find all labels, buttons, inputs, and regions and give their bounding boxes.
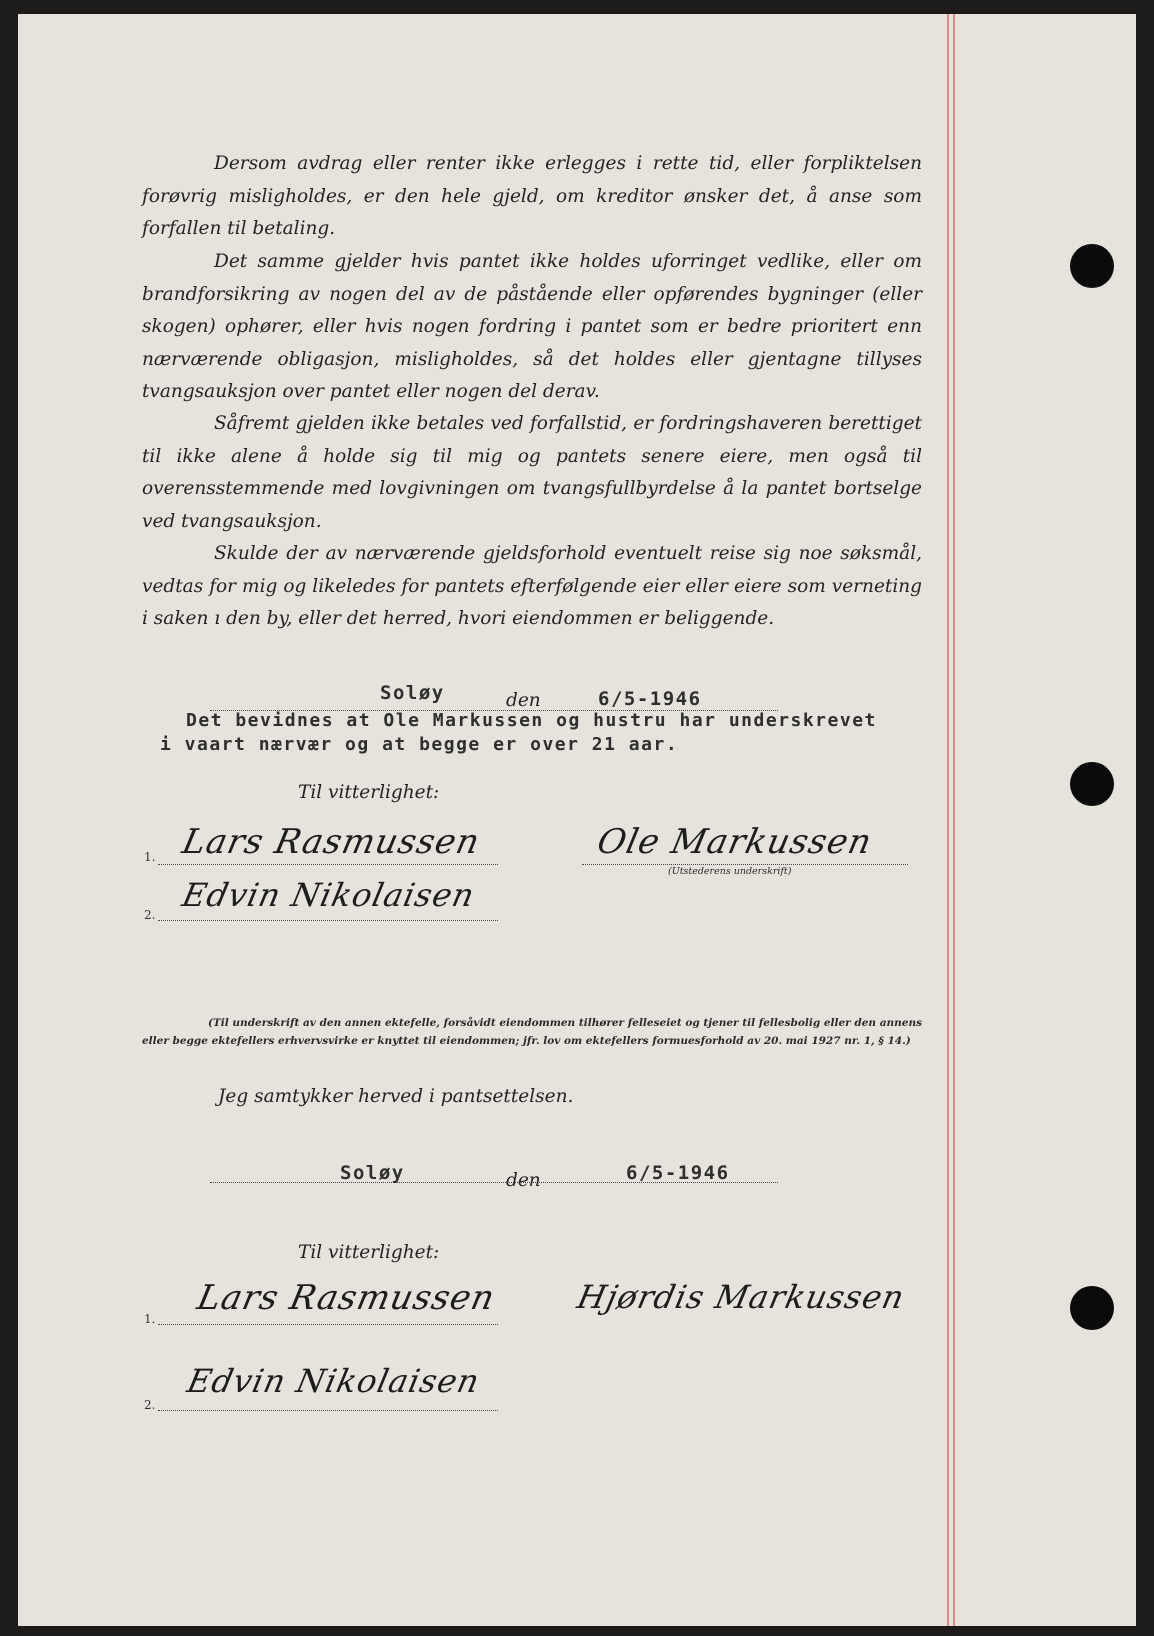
- witness-1-signature: Lars Rasmussen: [178, 822, 484, 862]
- signature-line: [158, 1410, 498, 1411]
- punch-hole: [1070, 1286, 1114, 1330]
- typed-note-line-1: Det bevidnes at Ole Markussen og hustru har underskrevet: [186, 710, 877, 731]
- date-second: 6/5-1946: [626, 1162, 730, 1184]
- paragraph-enforcement: Såfremt gjelden ikke betales ved forfallstid, er fordringshaveren berettiget til ikke alene å holde sig til mig og pantets senere eiere, men også til overensstemmende med lovgivningen om tvangsfullbyrdelse å la pantet bortselge ved tvangsauksjon.: [142, 413, 922, 532]
- paragraph-maintenance: Det samme gjelder hvis pantet ikke holdes uforringet vedlike, eller om brandforsikring av nogen del av de påstående eller opførendes bygninger (eller skogen) ophører, eller hvis nogen fordring i pantet som er bedre prioritert enn nærværende obligasjon, misligholdes, så det holdes eller gjentagne tillyses tvangsauksjon over pantet eller nogen del derav.: [142, 251, 922, 402]
- witness-number: 1.: [144, 850, 156, 864]
- witness-number: 1.: [144, 1312, 156, 1326]
- spouse-signature: Hjørdis Markussen: [573, 1278, 909, 1316]
- paragraph-venue: Skulde der av nærværende gjeldsforhold eventuelt reise sig noe søksmål, vedtas for mig og likeledes for pantets efterfølgende eier eller eiere som verneting i saken ı den by, eller det herred, hvori eiendommen er beliggende.: [142, 543, 922, 629]
- witness-2-signature: Edvin Nikolaisen: [178, 876, 479, 914]
- witness-number: 2.: [144, 908, 156, 922]
- signature-line: [582, 864, 908, 865]
- witness-label-first: Til vitterlighet:: [298, 782, 440, 803]
- den-label: den: [506, 1170, 541, 1191]
- second-witness-2-signature: Edvin Nikolaisen: [183, 1362, 484, 1400]
- second-witness-1-signature: Lars Rasmussen: [193, 1278, 499, 1318]
- punch-hole: [1070, 762, 1114, 806]
- spouse-note: (Til underskrift av den annen ektefelle, forsåvidt eiendommen tilhører felleseiet og tjener til fellesbolig eller den annens eller begge ektefellers erhvervsvirke er knyttet til eiendommen; jfr. lov om ektefellers formuesforhold av 20. mai 1927 nr. 1, § 14.): [142, 1017, 922, 1047]
- issuer-caption: (Utstederens underskrift): [668, 866, 792, 877]
- typed-note-line-2: i vaart nærvær og at begge er over 21 aar.: [160, 734, 679, 755]
- punch-hole: [1070, 244, 1114, 288]
- witness-label-second: Til vitterlighet:: [298, 1242, 440, 1263]
- place-second: Soløy: [340, 1162, 405, 1184]
- consent-text: Jeg samtykker herved i pantsettelsen.: [218, 1086, 574, 1107]
- date-first: 6/5-1946: [598, 688, 702, 710]
- issuer-signature: Ole Markussen: [593, 822, 876, 862]
- red-margin-line: [947, 14, 949, 1626]
- paragraph-default: Dersom avdrag eller renter ikke erlegges i rette tid, eller forpliktelsen forøvrig misligholdes, er den hele gjeld, om kreditor ønsker det, å anse som forfallen til betaling.: [142, 153, 922, 239]
- den-label: den: [506, 690, 541, 711]
- witness-number: 2.: [144, 1398, 156, 1412]
- red-margin-line: [953, 14, 955, 1626]
- signature-line: [158, 1324, 498, 1325]
- place-first: Soløy: [380, 682, 445, 704]
- signature-line: [158, 864, 498, 865]
- signature-line: [158, 920, 498, 921]
- document-page: [18, 14, 1136, 1626]
